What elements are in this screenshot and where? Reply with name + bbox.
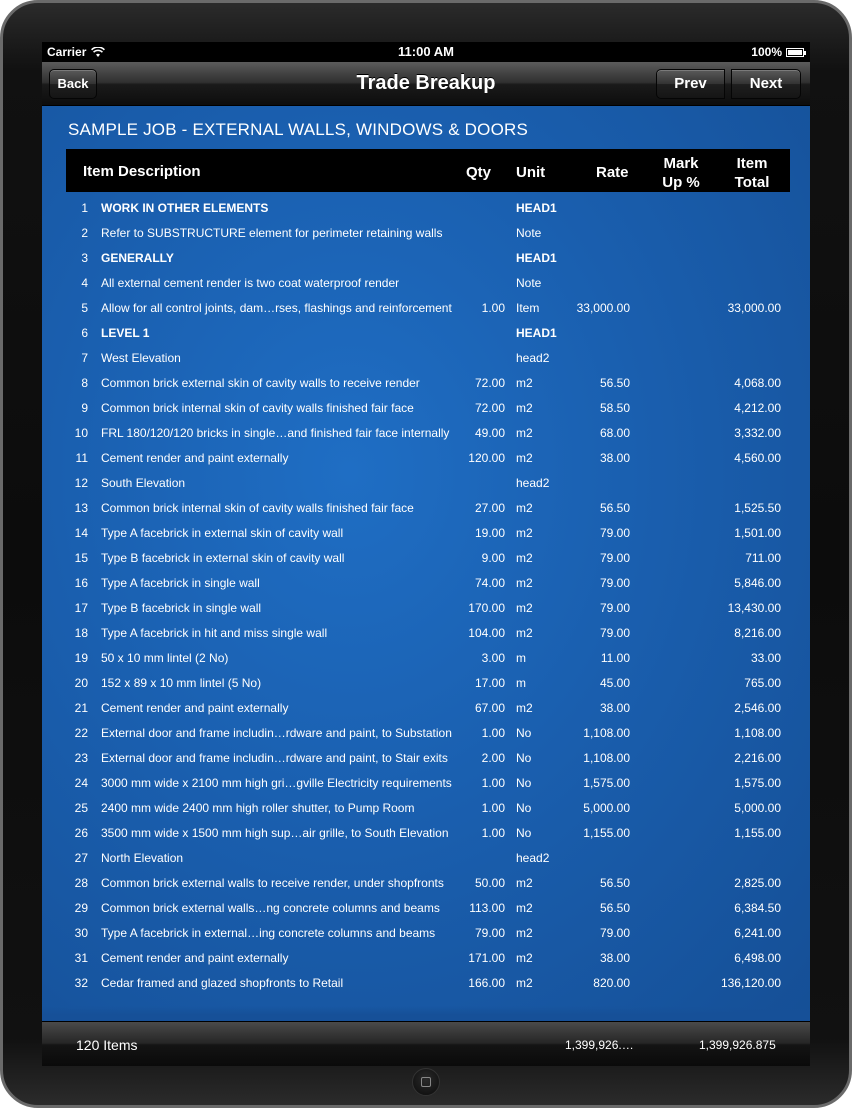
row-description: Common brick internal skin of cavity walls finished fair face: [101, 501, 414, 515]
row-number: 7: [81, 351, 88, 365]
row-total: 1,575.00: [734, 776, 781, 790]
next-button[interactable]: Next: [731, 69, 801, 99]
row-total: 4,560.00: [734, 451, 781, 465]
row-description: 50 x 10 mm lintel (2 No): [101, 651, 229, 665]
row-unit: m2: [516, 451, 533, 465]
row-unit: m2: [516, 526, 533, 540]
row-description: Common brick external walls to receive render, under shopfronts: [101, 876, 444, 890]
row-description: 152 x 89 x 10 mm lintel (5 No): [101, 676, 262, 690]
row-rate: 33,000.00: [576, 301, 630, 315]
row-unit: m2: [516, 951, 533, 965]
column-header-description: Item Description: [83, 163, 201, 180]
table-row[interactable]: [66, 645, 790, 670]
row-qty: 27.00: [474, 501, 505, 515]
row-rate: 79.00: [599, 601, 630, 615]
row-total: 33,000.00: [727, 301, 781, 315]
row-description: Type A facebrick in single wall: [101, 576, 260, 590]
row-rate: 1,108.00: [583, 726, 630, 740]
table-row[interactable]: [66, 345, 790, 370]
row-number: 18: [74, 626, 88, 640]
battery-percent: 100%: [751, 45, 782, 59]
row-qty: 79.00: [474, 926, 505, 940]
table-row[interactable]: [66, 195, 790, 220]
subtotal-value: 1,399,926.…: [565, 1038, 634, 1052]
row-unit: m2: [516, 426, 533, 440]
row-description: LEVEL 1: [101, 326, 150, 340]
battery-icon: [786, 48, 804, 57]
row-unit: No: [516, 726, 532, 740]
table-row[interactable]: [66, 670, 790, 695]
row-total: 6,498.00: [734, 951, 781, 965]
row-rate: 45.00: [599, 676, 630, 690]
row-qty: 170.00: [468, 601, 505, 615]
column-header-total: [734, 154, 770, 192]
row-number: 2: [81, 226, 88, 240]
row-unit: HEAD1: [516, 326, 557, 340]
row-unit: Note: [516, 226, 542, 240]
row-number: 11: [75, 451, 88, 465]
row-unit: head2: [516, 351, 550, 365]
row-qty: 3.00: [481, 651, 505, 665]
row-number: 24: [74, 776, 88, 790]
row-unit: head2: [516, 476, 550, 490]
row-description: Type B facebrick in single wall: [101, 601, 262, 615]
row-unit: m: [516, 651, 526, 665]
row-rate: 56.50: [599, 376, 630, 390]
row-unit: Note: [516, 276, 542, 290]
row-qty: 120.00: [468, 451, 505, 465]
back-button[interactable]: Back: [49, 69, 97, 99]
column-header-markup: [659, 154, 703, 192]
column-header-rate: Rate: [596, 164, 629, 181]
row-unit: m2: [516, 926, 533, 940]
row-total: 3,332.00: [734, 426, 781, 440]
row-rate: 1,155.00: [583, 826, 630, 840]
row-total: 6,241.00: [734, 926, 781, 940]
row-rate: 38.00: [599, 701, 630, 715]
table-row[interactable]: [66, 320, 790, 345]
table-header: [66, 149, 790, 192]
row-description: Type A facebrick in external…ing concrete columns and beams: [101, 926, 436, 940]
row-unit: m2: [516, 501, 533, 515]
row-qty: 50.00: [474, 876, 505, 890]
table-row[interactable]: [66, 295, 790, 320]
row-unit: No: [516, 751, 532, 765]
navigation-bar: [42, 62, 810, 106]
row-rate: 79.00: [599, 626, 630, 640]
row-total: 5,846.00: [734, 576, 781, 590]
row-rate: 56.50: [599, 901, 630, 915]
row-qty: 2.00: [481, 751, 505, 765]
column-header-total-line2: Total: [734, 174, 770, 191]
row-unit: Item: [516, 301, 540, 315]
table-row[interactable]: [66, 270, 790, 295]
row-description: FRL 180/120/120 bricks in single…and finished fair face internally: [101, 426, 450, 440]
column-header-unit: Unit: [516, 164, 546, 181]
row-number: 28: [74, 876, 88, 890]
table-row[interactable]: [66, 970, 790, 995]
row-description: West Elevation: [101, 351, 181, 365]
row-total: 8,216.00: [734, 626, 781, 640]
table-row[interactable]: [66, 720, 790, 745]
row-rate: 58.50: [599, 401, 630, 415]
row-description: Common brick external skin of cavity walls to receive render: [101, 376, 420, 390]
row-unit: m2: [516, 701, 533, 715]
row-unit: m2: [516, 626, 533, 640]
row-description: 3500 mm wide x 1500 mm high sup…air grille, to South Elevation: [101, 826, 449, 840]
row-rate: 11.00: [600, 651, 630, 665]
row-unit: m2: [516, 376, 533, 390]
row-number: 22: [74, 726, 88, 740]
row-rate: 79.00: [599, 926, 630, 940]
row-rate: 1,108.00: [583, 751, 630, 765]
row-description: North Elevation: [101, 851, 184, 865]
row-qty: 19.00: [474, 526, 505, 540]
table-row[interactable]: [66, 745, 790, 770]
row-total: 1,155.00: [734, 826, 781, 840]
table-row[interactable]: [66, 495, 790, 520]
row-number: 1: [81, 201, 88, 215]
row-number: 6: [81, 326, 88, 340]
row-number: 20: [74, 676, 88, 690]
row-qty: 1.00: [481, 826, 505, 840]
row-number: 13: [74, 501, 88, 515]
row-total: 1,525.50: [734, 501, 781, 515]
row-number: 23: [74, 751, 88, 765]
table-row[interactable]: [66, 870, 790, 895]
row-description: South Elevation: [101, 476, 186, 490]
row-description: Refer to SUBSTRUCTURE element for perimeter retaining walls: [101, 226, 443, 240]
column-header-qty: Qty: [466, 164, 492, 181]
row-rate: 79.00: [599, 526, 630, 540]
row-description: External door and frame includin…rdware and paint, to Substation: [101, 726, 452, 740]
row-total: 711.00: [745, 551, 781, 565]
item-count: 120 Items: [76, 1037, 138, 1053]
table-row[interactable]: [66, 695, 790, 720]
row-rate: 820.00: [593, 976, 630, 990]
row-total: 4,212.00: [734, 401, 781, 415]
status-bar: [42, 42, 810, 62]
table-row[interactable]: [66, 520, 790, 545]
summary-toolbar: [42, 1021, 810, 1066]
row-description: Common brick external walls…ng concrete columns and beams: [101, 901, 440, 915]
row-qty: 67.00: [474, 701, 505, 715]
row-number: 5: [81, 301, 88, 315]
row-qty: 1.00: [481, 301, 505, 315]
battery-group: [751, 45, 804, 59]
table-row[interactable]: [66, 945, 790, 970]
row-description: Cedar framed and glazed shopfronts to Retail: [101, 976, 344, 990]
column-header-markup-line2: Up %: [662, 174, 700, 191]
row-rate: 38.00: [599, 951, 630, 965]
row-unit: m2: [516, 576, 533, 590]
table-row[interactable]: [66, 795, 790, 820]
row-qty: 171.00: [468, 951, 505, 965]
row-number: 9: [81, 401, 88, 415]
column-header-total-line1: Item: [736, 155, 768, 172]
row-number: 16: [74, 576, 88, 590]
row-unit: m2: [516, 976, 533, 990]
table-row[interactable]: [66, 420, 790, 445]
row-total: 2,546.00: [734, 701, 781, 715]
table-row[interactable]: [66, 245, 790, 270]
row-description: Cement render and paint externally: [101, 451, 289, 465]
row-qty: 113.00: [469, 901, 505, 915]
row-unit: m2: [516, 901, 533, 915]
column-header-markup-line1: Mark: [663, 155, 699, 172]
row-number: 4: [81, 276, 88, 290]
row-description: Cement render and paint externally: [101, 701, 289, 715]
row-description: Common brick internal skin of cavity walls finished fair face: [101, 401, 414, 415]
row-qty: 1.00: [481, 776, 505, 790]
row-description: Allow for all control joints, dam…rses, flashings and reinforcement: [101, 301, 452, 315]
row-total: 33.00: [750, 651, 781, 665]
row-total: 2,216.00: [734, 751, 781, 765]
row-number: 8: [81, 376, 88, 390]
row-unit: m2: [516, 876, 533, 890]
row-unit: m: [516, 676, 526, 690]
carrier-label: Carrier: [47, 45, 87, 59]
row-qty: 17.00: [474, 676, 505, 690]
grand-total-value: 1,399,926.875: [699, 1038, 776, 1052]
row-rate: 5,000.00: [583, 801, 630, 815]
table-row[interactable]: [66, 845, 790, 870]
row-number: 10: [74, 426, 88, 440]
table-row[interactable]: [66, 920, 790, 945]
row-rate: 56.50: [599, 876, 630, 890]
row-unit: No: [516, 776, 532, 790]
list-fade: [42, 1006, 810, 1021]
screen: [42, 42, 810, 1066]
table-row[interactable]: [66, 545, 790, 570]
row-description: Type A facebrick in external skin of cavity wall: [101, 526, 344, 540]
row-unit: HEAD1: [516, 251, 557, 265]
row-number: 3: [81, 251, 88, 265]
home-button[interactable]: [412, 1068, 440, 1096]
trade-breakup-list[interactable]: [42, 106, 810, 1021]
row-total: 2,825.00: [734, 876, 781, 890]
page-title: Trade Breakup: [356, 72, 496, 94]
table-row[interactable]: [66, 595, 790, 620]
table-row[interactable]: [66, 895, 790, 920]
row-total: 6,384.50: [734, 901, 781, 915]
table-row[interactable]: [66, 220, 790, 245]
row-description: GENERALLY: [101, 251, 174, 265]
row-description: External door and frame includin…rdware and paint, to Stair exits: [101, 751, 448, 765]
row-qty: 1.00: [481, 726, 505, 740]
row-total: 136,120.00: [720, 976, 781, 990]
row-unit: m2: [516, 601, 533, 615]
row-qty: 104.00: [468, 626, 505, 640]
table-row[interactable]: [66, 820, 790, 845]
row-qty: 72.00: [474, 401, 505, 415]
row-unit: head2: [516, 851, 550, 865]
home-square-icon: [421, 1077, 431, 1087]
row-number: 17: [74, 601, 88, 615]
row-description: Type B facebrick in external skin of cavity wall: [101, 551, 345, 565]
table-row[interactable]: [66, 370, 790, 395]
job-title: SAMPLE JOB - EXTERNAL WALLS, WINDOWS & DOORS: [68, 120, 529, 139]
prev-button[interactable]: Prev: [656, 69, 725, 99]
row-number: 19: [74, 651, 88, 665]
row-qty: 166.00: [468, 976, 505, 990]
row-total: 13,430.00: [727, 601, 781, 615]
table-row[interactable]: [66, 445, 790, 470]
row-total: 765.00: [744, 676, 781, 690]
row-description: 2400 mm wide 2400 mm high roller shutter, to Pump Room: [101, 801, 415, 815]
row-total: 1,501.00: [734, 526, 781, 540]
row-description: All external cement render is two coat waterproof render: [101, 276, 400, 290]
row-number: 31: [74, 951, 88, 965]
row-qty: 74.00: [474, 576, 505, 590]
row-qty: 9.00: [481, 551, 505, 565]
row-total: 5,000.00: [734, 801, 781, 815]
row-description: 3000 mm wide x 2100 mm high gri…gville Electricity requirements: [101, 776, 452, 790]
row-total: 4,068.00: [734, 376, 781, 390]
row-rate: 38.00: [599, 451, 630, 465]
row-number: 26: [74, 826, 88, 840]
row-description: Type A facebrick in hit and miss single wall: [101, 626, 328, 640]
row-unit: HEAD1: [516, 201, 557, 215]
row-number: 29: [74, 901, 88, 915]
row-number: 14: [74, 526, 88, 540]
row-number: 15: [74, 551, 88, 565]
row-total: 1,108.00: [734, 726, 781, 740]
row-qty: 49.00: [474, 426, 505, 440]
row-rate: 79.00: [599, 551, 630, 565]
table-body: [66, 195, 790, 995]
clock: 11:00 AM: [398, 44, 454, 59]
table-row[interactable]: [66, 620, 790, 645]
row-unit: m2: [516, 401, 533, 415]
row-unit: m2: [516, 551, 533, 565]
row-description: WORK IN OTHER ELEMENTS: [101, 201, 269, 215]
row-number: 27: [74, 851, 88, 865]
row-number: 21: [74, 701, 88, 715]
row-description: Cement render and paint externally: [101, 951, 289, 965]
row-unit: No: [516, 826, 532, 840]
row-qty: 1.00: [481, 801, 505, 815]
row-number: 25: [74, 801, 88, 815]
row-rate: 79.00: [599, 576, 630, 590]
row-rate: 56.50: [599, 501, 630, 515]
row-unit: No: [516, 801, 532, 815]
table-row[interactable]: [66, 770, 790, 795]
row-number: 32: [74, 976, 88, 990]
row-number: 30: [74, 926, 88, 940]
row-number: 12: [74, 476, 88, 490]
row-qty: 72.00: [474, 376, 505, 390]
table-row[interactable]: [66, 470, 790, 495]
row-rate: 68.00: [599, 426, 630, 440]
table-row[interactable]: [66, 570, 790, 595]
table-row[interactable]: [66, 395, 790, 420]
row-rate: 1,575.00: [583, 776, 630, 790]
